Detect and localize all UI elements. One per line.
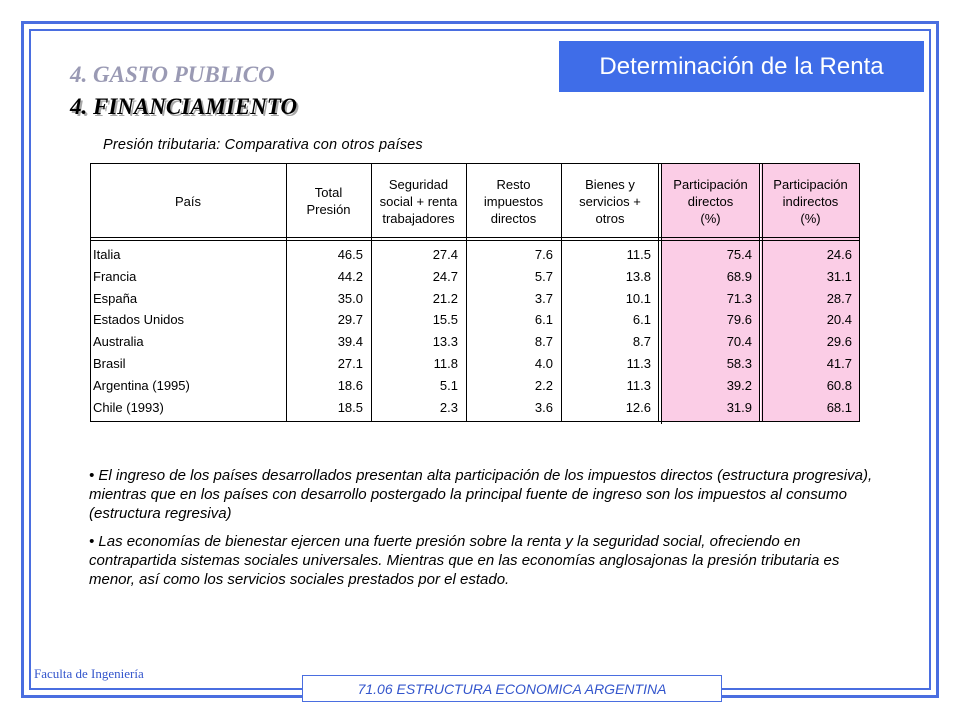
country-cell: Estados Unidos bbox=[93, 312, 185, 327]
header-cell-4-line-2: otros bbox=[595, 211, 625, 226]
value-cell: 11.5 bbox=[626, 247, 651, 262]
footer-course-box bbox=[302, 675, 722, 702]
header-cell-4-line-0: Bienes y bbox=[585, 177, 635, 192]
header-cell-1-line-0: Total bbox=[314, 185, 343, 200]
value-cell: 13.3 bbox=[432, 334, 458, 349]
value-cell: 71.3 bbox=[726, 291, 752, 306]
value-cell: 58.3 bbox=[726, 356, 752, 371]
value-cell: 31.1 bbox=[826, 269, 852, 284]
value-cell: 60.8 bbox=[826, 378, 852, 393]
value-cell: 75.4 bbox=[726, 247, 752, 262]
value-cell: 3.7 bbox=[534, 291, 553, 306]
country-cell: España bbox=[93, 291, 138, 306]
value-cell: 21.2 bbox=[432, 291, 458, 306]
value-cell: 7.6 bbox=[534, 247, 553, 262]
country-cell: Argentina (1995) bbox=[93, 378, 190, 393]
header-cell-5-line-1: directos bbox=[687, 194, 734, 209]
value-cell: 8.7 bbox=[632, 334, 651, 349]
tax-pressure-table bbox=[90, 163, 860, 424]
header-cell-2-line-2: trabajadores bbox=[382, 211, 455, 226]
header-cell-2-line-1: social + renta bbox=[379, 194, 458, 209]
country-cell: Australia bbox=[93, 334, 144, 349]
value-cell: 29.6 bbox=[826, 334, 852, 349]
value-cell: 15.5 bbox=[432, 312, 458, 327]
value-cell: 68.9 bbox=[726, 269, 752, 284]
header-cell-5-line-2: (%) bbox=[700, 211, 721, 226]
value-cell: 11.3 bbox=[626, 378, 651, 393]
header-cell-1-line-1: Presión bbox=[306, 202, 351, 217]
value-cell: 31.9 bbox=[726, 400, 752, 415]
heading-gasto-publico: 4. GASTO PUBLICO bbox=[70, 62, 275, 87]
value-cell: 18.5 bbox=[337, 400, 363, 415]
country-cell: Francia bbox=[93, 269, 137, 284]
value-cell: 2.2 bbox=[534, 378, 553, 393]
header-cell-3-line-0: Resto bbox=[496, 177, 531, 192]
value-cell: 6.1 bbox=[632, 312, 651, 327]
value-cell: 28.7 bbox=[826, 291, 852, 306]
header-cell-6-line-2: (%) bbox=[800, 211, 821, 226]
header-cell-5-line-0: Participación bbox=[673, 177, 748, 192]
slide-title-box bbox=[559, 41, 924, 92]
value-cell: 11.3 bbox=[626, 356, 651, 371]
value-cell: 27.4 bbox=[432, 247, 458, 262]
header-cell-2-line-0: Seguridad bbox=[388, 177, 449, 192]
value-cell: 24.6 bbox=[826, 247, 852, 262]
bullet-1: • El ingreso de los países desarrollados presentan alta participación de los impuestos directos (estructura progresiva), mientras que en los países con desarrollo postergado la principal fuente de ingreso son los impuestos al consumo (estructura regresiva) bbox=[89, 467, 873, 522]
value-cell: 35.0 bbox=[337, 291, 363, 306]
value-cell: 3.6 bbox=[534, 400, 553, 415]
value-cell: 6.1 bbox=[534, 312, 553, 327]
country-cell: Chile (1993) bbox=[93, 400, 164, 415]
value-cell: 5.7 bbox=[534, 269, 553, 284]
header-cell-3-line-2: directos bbox=[490, 211, 537, 226]
heading-financiamiento: 4. FINANCIAMIENTO bbox=[70, 94, 298, 119]
country-cell: Italia bbox=[93, 247, 121, 262]
value-cell: 2.3 bbox=[439, 400, 458, 415]
value-cell: 18.6 bbox=[337, 378, 363, 393]
header-cell-4-line-1: servicios + bbox=[579, 194, 641, 209]
bullet-list bbox=[89, 466, 879, 598]
value-cell: 27.1 bbox=[337, 356, 363, 371]
value-cell: 8.7 bbox=[534, 334, 553, 349]
country-cell: Brasil bbox=[93, 356, 126, 371]
value-cell: 41.7 bbox=[826, 356, 852, 371]
value-cell: 39.4 bbox=[337, 334, 363, 349]
value-cell: 79.6 bbox=[726, 312, 752, 327]
value-cell: 4.0 bbox=[534, 356, 553, 371]
value-cell: 46.5 bbox=[337, 247, 363, 262]
header-cell-0-line-0: País bbox=[174, 194, 201, 209]
value-cell: 5.1 bbox=[439, 378, 458, 393]
value-cell: 29.7 bbox=[337, 312, 363, 327]
value-cell: 20.4 bbox=[826, 312, 852, 327]
value-cell: 12.6 bbox=[625, 400, 651, 415]
value-cell: 13.8 bbox=[625, 269, 651, 284]
bullet-2: • Las economías de bienestar ejercen una fuerte presión sobre la renta y la seguridad social, ofreciendo en contrapartida sistemas sociales universales. Mientras que en las economías anglosajonas la presión tributaria es menor, así como los servicios sociales prestados por el estado. bbox=[89, 533, 840, 588]
value-cell: 70.4 bbox=[726, 334, 752, 349]
footer-course: 71.06 ESTRUCTURA ECONOMICA ARGENTINA bbox=[357, 680, 667, 697]
table-title: Presión tributaria: Comparativa con otros países bbox=[103, 137, 423, 153]
footer-faculty: Faculta de Ingeniería bbox=[34, 666, 144, 681]
header-cell-3-line-1: impuestos bbox=[483, 194, 544, 209]
header-cell-6-line-0: Participación bbox=[773, 177, 848, 192]
value-cell: 24.7 bbox=[432, 269, 458, 284]
value-cell: 10.1 bbox=[625, 291, 651, 306]
header-cell-6-line-1: indirectos bbox=[782, 194, 839, 209]
value-cell: 44.2 bbox=[337, 269, 363, 284]
value-cell: 68.1 bbox=[826, 400, 852, 415]
value-cell: 39.2 bbox=[726, 378, 752, 393]
slide-title: Determinación de la Renta bbox=[599, 52, 884, 80]
value-cell: 11.8 bbox=[433, 356, 458, 371]
